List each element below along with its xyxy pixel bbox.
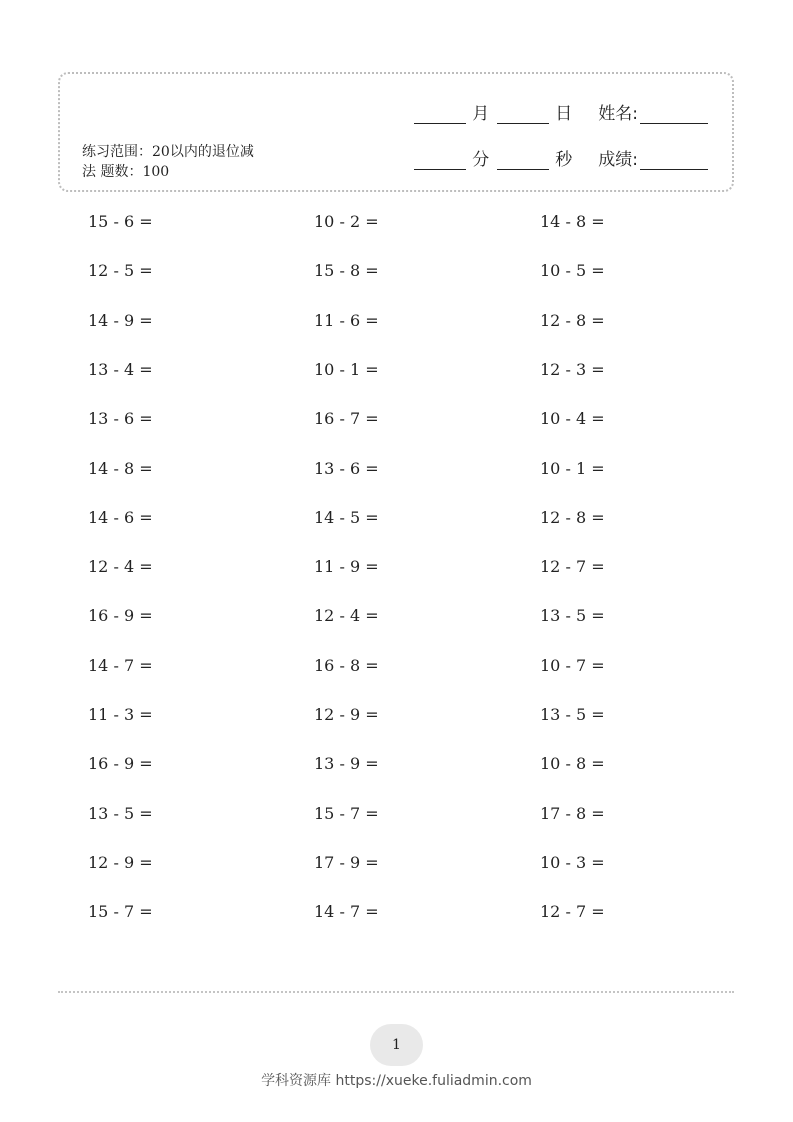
date-name-row bbox=[414, 98, 708, 124]
score-blank[interactable] bbox=[640, 151, 708, 170]
problem-item: 10 - 8 = bbox=[540, 754, 605, 774]
problem-item: 13 - 6 = bbox=[88, 409, 153, 429]
problem-item: 12 - 3 = bbox=[540, 359, 605, 379]
practice-range bbox=[82, 142, 292, 182]
problem-item: 12 - 9 = bbox=[314, 705, 379, 724]
problem-item: 17 - 9 = bbox=[314, 852, 379, 872]
problem-item: 13 - 4 = bbox=[88, 359, 153, 379]
problem-row bbox=[88, 499, 688, 537]
source-credit: 学科资源库 https://xueke.fuliadmin.com bbox=[261, 1073, 532, 1089]
problem-item: 10 - 1 = bbox=[314, 359, 379, 379]
count-value: 100 bbox=[142, 164, 170, 180]
day-blank[interactable] bbox=[497, 105, 549, 124]
range-prefix: 练习范围： bbox=[82, 144, 152, 160]
worksheet-header bbox=[58, 72, 734, 192]
problem-item: 12 - 7 = bbox=[540, 902, 605, 922]
day-label: 日 bbox=[555, 104, 573, 124]
problem-row bbox=[88, 745, 688, 783]
problem-item: 12 - 7 = bbox=[540, 557, 605, 577]
problem-item: 16 - 9 = bbox=[88, 606, 153, 626]
problem-item: 15 - 6 = bbox=[88, 212, 153, 231]
second-label: 秒 bbox=[555, 150, 573, 170]
minute-blank[interactable] bbox=[414, 151, 466, 170]
problem-row bbox=[88, 597, 688, 635]
problem-row bbox=[88, 203, 688, 241]
time-score-row bbox=[414, 144, 708, 170]
minute-label: 分 bbox=[472, 150, 490, 170]
problem-item: 11 - 3 = bbox=[88, 705, 153, 724]
problem-item: 14 - 7 = bbox=[88, 655, 153, 675]
problem-item: 12 - 4 = bbox=[314, 606, 379, 626]
problem-item: 16 - 9 = bbox=[88, 754, 153, 774]
problem-item: 10 - 5 = bbox=[540, 261, 605, 281]
problem-item: 13 - 5 = bbox=[540, 705, 605, 724]
problem-item: 11 - 6 = bbox=[314, 310, 379, 330]
name-label: 姓名: bbox=[598, 104, 638, 124]
problem-item: 14 - 9 = bbox=[88, 310, 153, 330]
problem-item: 10 - 3 = bbox=[540, 852, 605, 872]
range-suffix: 以内的退位减 bbox=[169, 144, 254, 160]
problem-row bbox=[88, 400, 688, 438]
problem-item: 13 - 9 = bbox=[314, 754, 379, 774]
problem-row bbox=[88, 696, 688, 734]
problem-row bbox=[88, 252, 688, 290]
problem-item: 12 - 5 = bbox=[88, 261, 153, 281]
problem-item: 16 - 8 = bbox=[314, 655, 379, 675]
problem-item: 12 - 4 = bbox=[88, 557, 153, 577]
problem-item: 14 - 7 = bbox=[314, 902, 379, 922]
problem-item: 15 - 7 = bbox=[314, 803, 379, 823]
problem-item: 12 - 9 = bbox=[88, 852, 153, 872]
problem-item: 10 - 2 = bbox=[314, 212, 379, 231]
page-number: 1 bbox=[370, 1024, 423, 1066]
problem-item: 15 - 7 = bbox=[88, 902, 153, 922]
problem-item: 10 - 7 = bbox=[540, 655, 605, 675]
problem-row bbox=[88, 302, 688, 340]
problem-item: 10 - 1 = bbox=[540, 458, 605, 478]
problem-item: 14 - 8 = bbox=[88, 458, 153, 478]
problem-item: 11 - 9 = bbox=[314, 557, 379, 577]
problem-row bbox=[88, 548, 688, 586]
problem-item: 13 - 5 = bbox=[540, 606, 605, 626]
problem-item: 14 - 5 = bbox=[314, 507, 379, 527]
problem-item: 16 - 7 = bbox=[314, 409, 379, 429]
range-value: 20 bbox=[152, 144, 170, 160]
problem-row bbox=[88, 351, 688, 389]
problem-item: 15 - 8 = bbox=[314, 261, 379, 281]
problem-item: 14 - 6 = bbox=[88, 507, 153, 527]
count-prefix: 法 题数： bbox=[82, 164, 143, 180]
problem-row bbox=[88, 450, 688, 488]
problem-row bbox=[88, 647, 688, 685]
problem-item: 17 - 8 = bbox=[540, 803, 605, 823]
problem-row bbox=[88, 893, 688, 931]
problem-item: 12 - 8 = bbox=[540, 310, 605, 330]
name-blank[interactable] bbox=[640, 105, 708, 124]
problem-item: 13 - 6 = bbox=[314, 458, 379, 478]
problem-item: 13 - 5 = bbox=[88, 803, 153, 823]
problem-item: 10 - 4 = bbox=[540, 409, 605, 429]
problem-item: 14 - 8 = bbox=[540, 212, 605, 231]
month-label: 月 bbox=[472, 104, 490, 124]
problem-row bbox=[88, 795, 688, 833]
score-label: 成绩: bbox=[598, 150, 638, 170]
month-blank[interactable] bbox=[414, 105, 466, 124]
problem-item: 12 - 8 = bbox=[540, 507, 605, 527]
second-blank[interactable] bbox=[497, 151, 549, 170]
problem-row bbox=[88, 844, 688, 882]
footer-divider bbox=[58, 991, 734, 993]
